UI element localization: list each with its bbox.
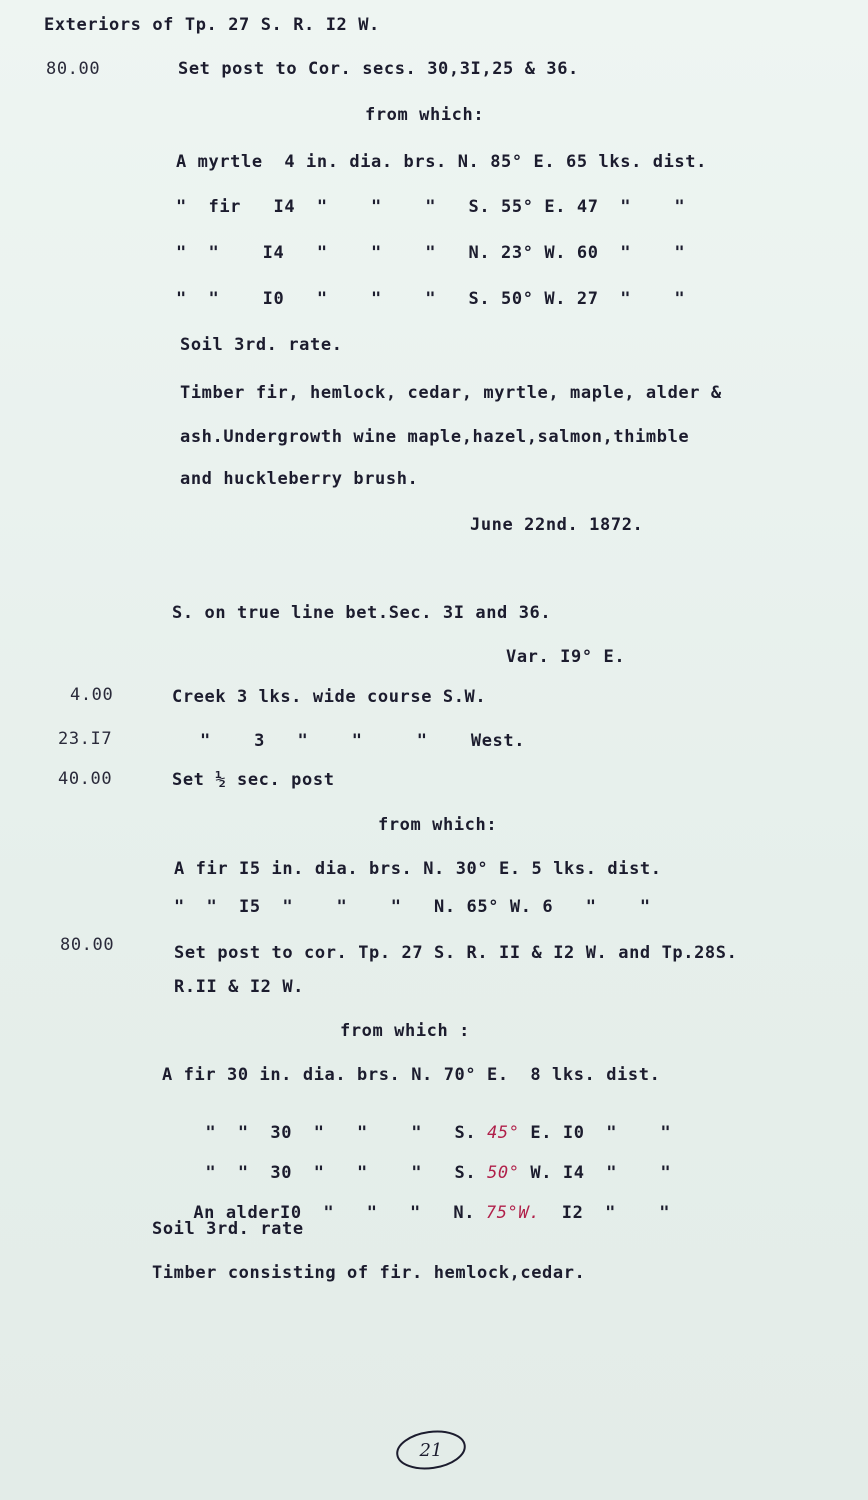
page-number [393, 1428, 469, 1472]
survey-line: Timber consisting of fir. hemlock,cedar. [152, 1263, 586, 1283]
survey-line-part: " " 30 " " " S. [205, 1163, 488, 1183]
survey-line-part: An alderI0 " " " N. [193, 1203, 486, 1223]
distance-entry: 23.I7 [58, 729, 113, 749]
variation-line: Var. I9° E. [506, 647, 626, 667]
survey-line: Set post to cor. Tp. 27 S. R. II & I2 W. and Tp.28S. [174, 943, 738, 963]
survey-line: Soil 3rd. rate. [180, 335, 343, 355]
distance-entry: 80.00 [46, 59, 101, 79]
survey-line: from which: [378, 815, 498, 835]
survey-line: " " I0 " " " S. 50° W. 27 " " [176, 289, 686, 309]
handwritten-correction: 50° [487, 1163, 520, 1183]
distance-entry: 4.00 [70, 685, 114, 705]
survey-line: A fir I5 in. dia. brs. N. 30° E. 5 lks. dist. [174, 859, 662, 879]
survey-line-part: W. I4 " " [519, 1163, 672, 1183]
survey-line: Set post to Cor. secs. 30,3I,25 & 36. [178, 59, 579, 79]
survey-line: from which: [365, 105, 485, 125]
handwritten-correction: 45° [487, 1123, 520, 1143]
survey-line: and huckleberry brush. [180, 469, 419, 489]
survey-line: R.II & I2 W. [174, 977, 305, 997]
distance-entry: 80.00 [60, 935, 115, 955]
survey-line-part: I2 " " [540, 1203, 671, 1223]
date-line: June 22nd. 1872. [470, 515, 644, 535]
survey-line: ash.Undergrowth wine maple,hazel,salmon,thimble [180, 427, 690, 447]
survey-line: Timber fir, hemlock, cedar, myrtle, maple, alder & [180, 383, 722, 403]
survey-line: A myrtle 4 in. dia. brs. N. 85° E. 65 lks. dist. [176, 152, 707, 172]
page-number-text: 21 [419, 1440, 443, 1461]
survey-line: from which : [340, 1021, 471, 1041]
survey-line: " fir I4 " " " S. 55° E. 47 " " [176, 197, 686, 217]
survey-line: A fir 30 in. dia. brs. N. 70° E. 8 lks. dist. [162, 1065, 661, 1085]
survey-line-part: E. I0 " " [519, 1123, 672, 1143]
page-header: Exteriors of Tp. 27 S. R. I2 W. [44, 15, 380, 35]
handwritten-correction: 75°W. [485, 1203, 541, 1223]
survey-line: " 3 " " " West. [200, 731, 526, 751]
survey-line: Soil 3rd. rate [152, 1219, 304, 1239]
survey-line: Set ½ sec. post [172, 770, 335, 790]
distance-entry: 40.00 [58, 769, 113, 789]
page-number-oval [393, 1428, 469, 1472]
survey-line: " " I5 " " " N. 65° W. 6 " " [174, 897, 651, 917]
survey-line-part: " " 30 " " " S. [205, 1123, 488, 1143]
survey-line: S. on true line bet.Sec. 3I and 36. [172, 603, 552, 623]
survey-line: " " I4 " " " N. 23° W. 60 " " [176, 243, 686, 263]
survey-line: Creek 3 lks. wide course S.W. [172, 687, 487, 707]
